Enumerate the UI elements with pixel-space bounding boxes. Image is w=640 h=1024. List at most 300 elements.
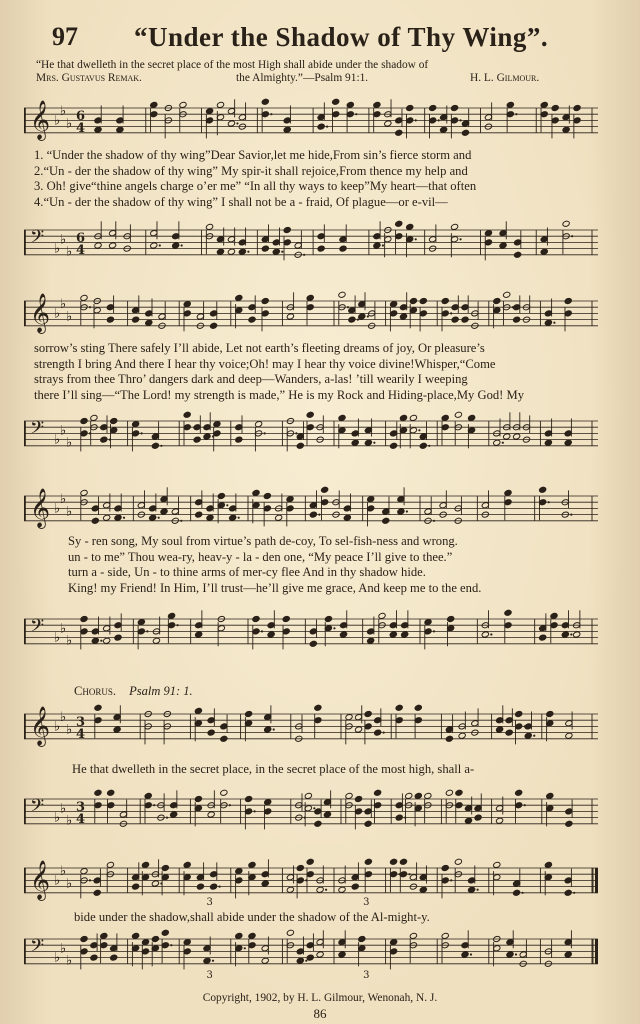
dot [264, 432, 266, 434]
dot [236, 122, 238, 124]
notehead [151, 935, 159, 942]
note [419, 422, 430, 450]
notehead [145, 319, 153, 326]
note [203, 412, 214, 440]
notehead [364, 439, 372, 446]
notehead [80, 868, 88, 875]
note [406, 104, 417, 138]
note [390, 301, 398, 332]
notehead [286, 886, 294, 893]
notehead [515, 710, 523, 717]
notehead [461, 316, 469, 323]
note [461, 109, 469, 137]
note [220, 789, 231, 823]
note [515, 710, 526, 744]
music-system-5 [24, 852, 598, 992]
dot [415, 119, 417, 121]
notehead [395, 220, 403, 227]
notehead [316, 951, 324, 958]
notehead [206, 223, 214, 230]
notehead [317, 245, 325, 252]
notehead [132, 932, 140, 939]
dot [229, 804, 231, 806]
note [286, 417, 297, 451]
note [170, 790, 178, 818]
notehead [345, 714, 353, 721]
dot [305, 960, 307, 962]
note [217, 615, 225, 646]
dot [548, 501, 550, 503]
dot [281, 251, 283, 253]
note [207, 790, 215, 818]
notehead [496, 817, 504, 824]
note [91, 497, 99, 525]
notehead [389, 631, 397, 638]
notehead [91, 517, 99, 524]
note [345, 792, 353, 823]
notehead [390, 939, 398, 946]
chorus-heading [74, 684, 193, 699]
dot [408, 873, 410, 875]
note [406, 223, 417, 257]
note [439, 490, 447, 518]
note [80, 417, 91, 451]
triplet-mark: 3 [363, 969, 370, 981]
note [210, 302, 218, 330]
note [183, 411, 191, 445]
notehead [252, 489, 260, 496]
notehead [309, 640, 317, 647]
treble-staff [24, 283, 598, 343]
note [151, 422, 162, 450]
note [524, 712, 535, 740]
scripture-reference: the Almighty.”—Psalm 91:1. [236, 72, 369, 84]
note [332, 98, 340, 132]
note [216, 228, 224, 256]
dot [212, 960, 214, 962]
flat-icon: ♭ [54, 630, 61, 646]
note [395, 109, 403, 137]
notehead [441, 297, 449, 304]
dot [325, 889, 327, 891]
note [100, 415, 111, 443]
dot [367, 315, 369, 317]
notehead [106, 316, 114, 323]
note [206, 494, 214, 522]
note [565, 800, 573, 828]
dot [438, 119, 440, 121]
note [505, 708, 513, 736]
notehead [454, 858, 462, 865]
notehead [172, 242, 180, 249]
note [193, 415, 201, 443]
note [358, 935, 366, 966]
note [390, 422, 398, 450]
note [332, 490, 340, 518]
notehead [194, 795, 202, 802]
note [306, 411, 314, 445]
notehead [573, 631, 581, 638]
note [195, 610, 203, 638]
page-number: 86 [313, 1006, 327, 1021]
notehead [306, 411, 314, 418]
lyric-line: 2.“Un - der the shadow of thy wing” My spir-it shall rejoice,From thence my help and [34, 163, 468, 178]
note [358, 292, 369, 320]
notehead [203, 957, 211, 964]
notehead [132, 316, 140, 323]
note [401, 610, 409, 638]
note [80, 294, 91, 325]
note [145, 299, 153, 327]
notehead [80, 935, 88, 942]
dot [522, 892, 524, 894]
note [424, 792, 432, 823]
music-system-2 [24, 283, 598, 483]
note [217, 492, 228, 523]
note [339, 224, 347, 252]
note [409, 932, 417, 963]
note [384, 226, 392, 257]
dot [295, 432, 297, 434]
treble-clef-icon: 𝄞 [30, 705, 51, 746]
note [429, 224, 437, 252]
notehead [395, 704, 403, 711]
note [283, 106, 291, 134]
notehead [406, 223, 414, 230]
notehead [114, 514, 122, 521]
lyric-line: strength I bring And there I hear thy voice;Oh! may I hear thy voice divine!Whisper,“Come [34, 356, 496, 371]
note [196, 302, 204, 330]
bass-clef-icon: 𝄢 [30, 418, 45, 444]
notehead [505, 729, 513, 736]
note [565, 712, 573, 740]
notehead [390, 442, 398, 449]
lyric-line: 3. Oh! give“thine angels charge o’er me” “In all thy ways to keep”My heart—that often [34, 179, 477, 193]
note [564, 930, 572, 958]
notehead [504, 489, 512, 496]
note [454, 858, 462, 892]
note [132, 862, 140, 890]
note [272, 228, 283, 256]
note [296, 864, 307, 898]
flat-icon: ♭ [54, 113, 61, 129]
triplet-mark: 3 [206, 969, 213, 981]
note [151, 935, 159, 966]
dot [273, 728, 275, 730]
note [338, 866, 346, 894]
note [220, 715, 228, 743]
note [544, 940, 552, 968]
notehead [539, 634, 547, 641]
note [564, 869, 575, 897]
flat-icon: ♭ [66, 504, 73, 520]
note [540, 101, 548, 132]
note [399, 414, 407, 448]
note [163, 710, 171, 744]
note [409, 862, 417, 890]
note [468, 866, 479, 894]
dot [219, 886, 221, 888]
note [93, 869, 101, 897]
note [144, 792, 155, 823]
note [338, 414, 346, 448]
notehead [196, 883, 204, 890]
notehead [193, 436, 201, 443]
dot [254, 810, 256, 812]
note [252, 615, 263, 649]
notehead [216, 101, 224, 108]
note [294, 231, 305, 259]
notehead [107, 789, 115, 796]
note [80, 489, 88, 520]
note [364, 419, 375, 447]
dot [333, 627, 335, 629]
note [550, 612, 558, 643]
notehead [150, 101, 158, 108]
notehead [378, 612, 386, 619]
notehead [149, 514, 157, 521]
note [382, 497, 390, 525]
notehead [447, 615, 455, 622]
note [264, 705, 275, 733]
notehead [220, 789, 228, 796]
note [160, 487, 168, 515]
notehead [414, 704, 422, 711]
note [441, 932, 449, 963]
notehead [550, 612, 558, 619]
note [227, 228, 235, 256]
notehead [235, 868, 243, 875]
notehead [94, 789, 102, 796]
notehead [252, 615, 260, 622]
notehead [286, 313, 294, 320]
note [283, 226, 291, 260]
note [514, 231, 522, 259]
note [506, 930, 517, 958]
notehead [183, 411, 191, 418]
notehead [306, 294, 314, 301]
note [484, 230, 492, 261]
notehead [409, 414, 417, 421]
notehead [113, 726, 121, 733]
notehead [183, 861, 191, 868]
dot [146, 630, 148, 632]
notehead [348, 316, 356, 323]
dot [158, 517, 160, 519]
notehead [364, 710, 372, 717]
note [238, 228, 249, 256]
lyric-line: turn a - side, Un - to thine arms of mer-cy flee And in thy shadow hide. [68, 565, 426, 579]
treble-staff [24, 478, 598, 538]
notehead [345, 792, 353, 799]
notehead [152, 637, 160, 644]
notehead [248, 316, 256, 323]
notehead [364, 820, 372, 827]
hymn-number: 97 [52, 22, 78, 51]
note [261, 297, 269, 331]
notehead [351, 439, 359, 446]
dot [141, 432, 143, 434]
flat-icon: ♭ [54, 810, 61, 826]
bass-staff [24, 782, 598, 848]
notehead [183, 939, 191, 946]
dot [270, 113, 272, 115]
note [374, 708, 385, 736]
note [203, 937, 214, 965]
note [351, 862, 359, 890]
music-system-4 [24, 698, 598, 848]
note [150, 101, 158, 132]
note [116, 106, 124, 134]
note [384, 99, 392, 127]
author-credit: H. L. Gilmour. [470, 72, 540, 84]
notehead [235, 932, 243, 939]
notehead [513, 316, 521, 323]
notehead [451, 223, 459, 230]
notehead [161, 864, 169, 871]
note [464, 797, 472, 825]
notehead [195, 511, 203, 518]
note [389, 610, 397, 638]
flat-icon: ♭ [60, 621, 67, 637]
flat-icon: ♭ [66, 633, 73, 649]
flat-icon: ♭ [54, 241, 61, 257]
note [152, 617, 160, 645]
note [390, 939, 398, 970]
dot [477, 889, 479, 891]
note [441, 297, 452, 331]
notehead [210, 322, 218, 329]
note [264, 799, 272, 830]
notehead [220, 735, 228, 742]
note [539, 486, 550, 520]
notehead [80, 615, 88, 622]
time-signature-denominator: 4 [76, 727, 86, 743]
dot [153, 804, 155, 806]
note [368, 302, 376, 330]
note [573, 104, 581, 138]
time-signature-numerator: 6 [76, 108, 86, 124]
staff-lines [24, 230, 598, 255]
notehead [314, 820, 322, 827]
note [540, 228, 548, 256]
notehead [90, 954, 98, 961]
notehead [540, 248, 548, 255]
dot [570, 514, 572, 516]
dot [415, 238, 417, 240]
dot [357, 319, 359, 321]
notehead [340, 631, 348, 638]
note [141, 861, 149, 895]
notehead [506, 101, 514, 108]
notehead [367, 637, 375, 644]
note [546, 710, 554, 741]
note [414, 792, 422, 826]
lyric-line: King! my Friend! In Him, I’ll trust—he’ll give me grace, And keep me to the end. [68, 580, 482, 595]
note [132, 421, 143, 452]
notehead [261, 957, 269, 964]
notehead [245, 795, 253, 802]
note [316, 930, 324, 958]
flat-icon: ♭ [60, 801, 67, 817]
note [172, 221, 183, 249]
notehead [255, 421, 263, 428]
note [513, 869, 524, 897]
note [137, 619, 148, 650]
notehead [364, 858, 372, 865]
flat-icon: ♭ [66, 244, 73, 260]
notehead [90, 414, 98, 421]
note [503, 412, 511, 440]
note [522, 415, 530, 443]
dot [533, 735, 535, 737]
note [183, 301, 191, 332]
notehead [343, 514, 351, 521]
notehead [564, 439, 572, 446]
notehead [382, 517, 390, 524]
note [90, 933, 98, 961]
dot [123, 517, 125, 519]
notehead [227, 120, 235, 127]
notehead [103, 637, 111, 644]
note [137, 490, 145, 518]
note [107, 789, 115, 823]
notehead [283, 226, 291, 233]
notehead [286, 496, 294, 503]
note [94, 789, 102, 823]
note [255, 421, 266, 452]
flat-icon: ♭ [66, 813, 73, 829]
note [348, 295, 359, 323]
flat-icon: ♭ [66, 309, 73, 325]
dot [383, 732, 385, 734]
lyric-line: 4.“Un - der the shadow of thy wing” I shall not be a - fraid, Of plague—or e-vil— [34, 194, 448, 209]
notehead [373, 101, 381, 108]
notehead [564, 297, 572, 304]
notehead [409, 932, 417, 939]
notehead [213, 421, 221, 428]
verse-lyrics-block-1 [34, 148, 618, 210]
notehead [506, 951, 514, 958]
note [161, 864, 169, 895]
notehead [183, 301, 191, 308]
dot [89, 306, 91, 308]
notehead [144, 792, 152, 799]
notehead [261, 297, 269, 304]
notehead [399, 313, 407, 320]
notehead [110, 954, 118, 961]
notehead [106, 861, 114, 868]
note [227, 99, 238, 127]
flat-icon: ♭ [60, 710, 67, 726]
note [493, 861, 501, 895]
notehead [195, 631, 203, 638]
notehead [206, 514, 214, 521]
notehead [524, 732, 532, 739]
note [316, 866, 327, 894]
notehead [316, 886, 324, 893]
note [445, 789, 453, 823]
note [309, 620, 317, 648]
note [94, 704, 102, 738]
note [461, 930, 472, 958]
note [355, 795, 363, 829]
note [405, 792, 413, 823]
note [304, 792, 315, 826]
notehead [210, 883, 218, 890]
note [296, 422, 304, 450]
flat-icon: ♭ [60, 423, 67, 439]
